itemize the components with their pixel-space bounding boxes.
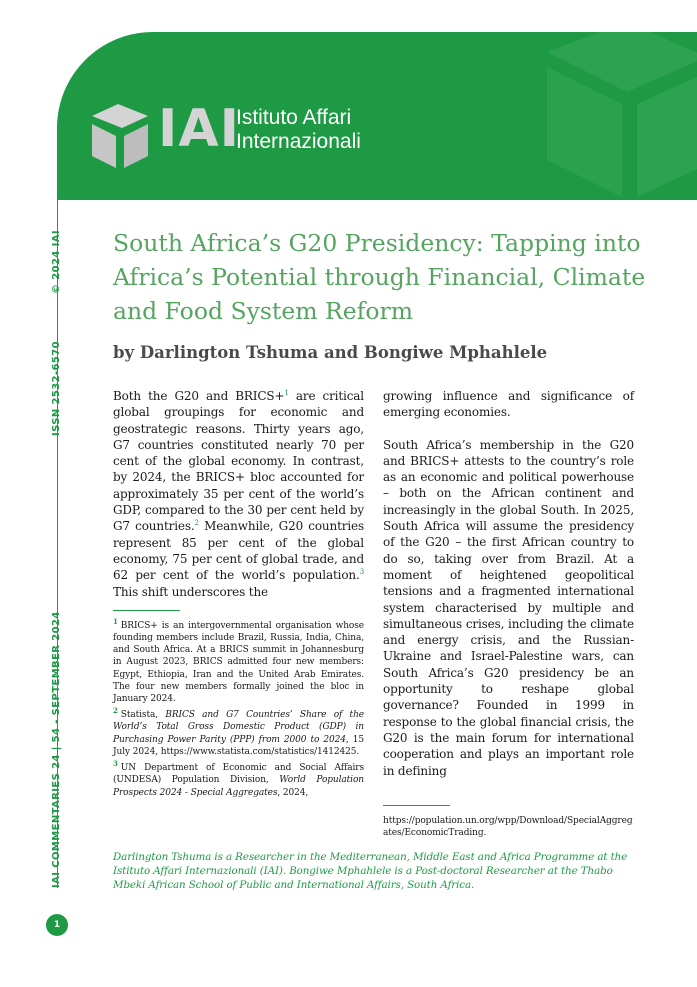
footnote-separator [113, 610, 180, 611]
body-column-left [113, 388, 364, 803]
text-run: are critical global groupings for economic and geostrategic reasons. Thirty years ago, G7 countries constituted nearly 70 per cent of the global economy. In contrast, by 2024, the BRICS+ bloc accounted for approximately 35 per cent of the world’s GDP, compared to the 30 per cent held by G7 countries. [113, 389, 364, 534]
footnote-title: BRICS and G7 Countries’ Share of the World’s Total Gross Domestic Product (GDP) in Purchasing Power Parity (PPP) from 2000 to 2024 [113, 710, 364, 745]
footnote-separator [383, 805, 450, 806]
footnote-text: UN Department of Economic and Social Affairs (UNDESA) Population Division, [113, 763, 364, 786]
paragraph-gap [383, 421, 634, 437]
article-authors: by Darlington Tshuma and Bongiwe Mphahlele [113, 343, 548, 362]
footnote-3 [113, 759, 364, 799]
paragraph-intro [113, 388, 364, 600]
footnote-text: Statista, [120, 710, 166, 721]
body-column-right [383, 388, 634, 779]
paragraph-membership: South Africa’s membership in the G20 and BRICS+ attests to the country’s role as an economic and political powerhouse – both on the African continent and increasingly in the global South. In 2025, South Africa will assume the presidency of the G20 – the first African country to do so, taking over from Brazil. At a moment of heightened geopolitical tensions and a fragmented international system characterised by multiple and simultaneous crises, including the climate and energy crisis, and the Russian-Ukraine and Israel-Palestine wars, can South Africa’s G20 presidency be an opportunity to reshape global governance? Founded in 1999 in response to the global financial crisis, the G20 is the main forum for international cooperation and plays an important role in defining [383, 437, 634, 778]
logo-iai-text: IAI [158, 99, 240, 159]
text-run: Both the G20 and BRICS+ [113, 389, 285, 403]
institute-name [236, 106, 361, 154]
author-bio: Darlington Tshuma is a Researcher in the Mediterranean, Middle East and Africa Programme at the Istituto Affari Internazionali (IAI). Bongiwe Mphahlele is a Post-doctoral Researcher at the Thabo Mbeki African School of Public and International Affairs, South Africa. [113, 851, 628, 891]
decorative-cube-icon [487, 32, 697, 200]
page-number-badge: 1 [46, 914, 68, 936]
article-title: South Africa’s G20 Presidency: Tapping into Africa’s Potential through Financial, Climate and Food System Reform [113, 229, 646, 325]
footnote-ref-3[interactable]: 3 [359, 568, 364, 577]
footnote-number: 1 [113, 616, 118, 626]
footnote-title: World Population Prospects 2024 - Special Aggregates [113, 775, 364, 798]
text-run: This shift underscores the [113, 584, 268, 599]
footnote-text: , 2024, [277, 787, 309, 798]
footnote-ref-1[interactable]: 1 [284, 389, 289, 397]
footnote-number: 3 [113, 759, 118, 769]
footnote-ref-2[interactable]: 2 [194, 519, 199, 528]
footnote-continued-block [383, 805, 634, 843]
footnote-text[interactable]: , 15 July 2024, https://www.statista.com/statistics/1412425. [113, 734, 364, 757]
institute-name-line2: Internazionali [236, 130, 361, 153]
paragraph-continued: growing influence and significance of emerging economies. [383, 389, 634, 420]
footnote-2 [113, 706, 364, 758]
footnote-3-continued-link[interactable]: https://population.un.org/wpp/Download/SpecialAggregates/EconomicTrading. [383, 816, 633, 839]
series-label: IAI COMMENTARIES 24 | 54 - SEPTEMBER 2024 [51, 611, 62, 888]
footnote-text: BRICS+ is an intergovernmental organisation whose founding members include Brazil, Russia, India, China, and South Africa. At a BRICS summit in Johannesburg in August 2023, BRICS admitted four new members: Egypt, Ethiopia, Iran and the United Arab Emirates. The four new members formally joined the bloc in January 2024. [113, 620, 364, 705]
iai-logo [88, 100, 368, 170]
footnote-number: 2 [113, 706, 118, 716]
sidebar-meta [49, 228, 65, 888]
institute-name-line1: Istituto Affari [236, 106, 352, 129]
text-run: Meanwhile, G20 countries represent 85 per cent of the global economy, 75 per cent of global trade, and 62 per cent of the world’s population. [113, 519, 364, 583]
issn-label: ISSN 2532-6570 [51, 341, 62, 436]
iai-cube-logo-icon [88, 100, 152, 170]
copyright-label: © 2024 IAI [51, 230, 62, 294]
footnote-1 [113, 616, 364, 705]
